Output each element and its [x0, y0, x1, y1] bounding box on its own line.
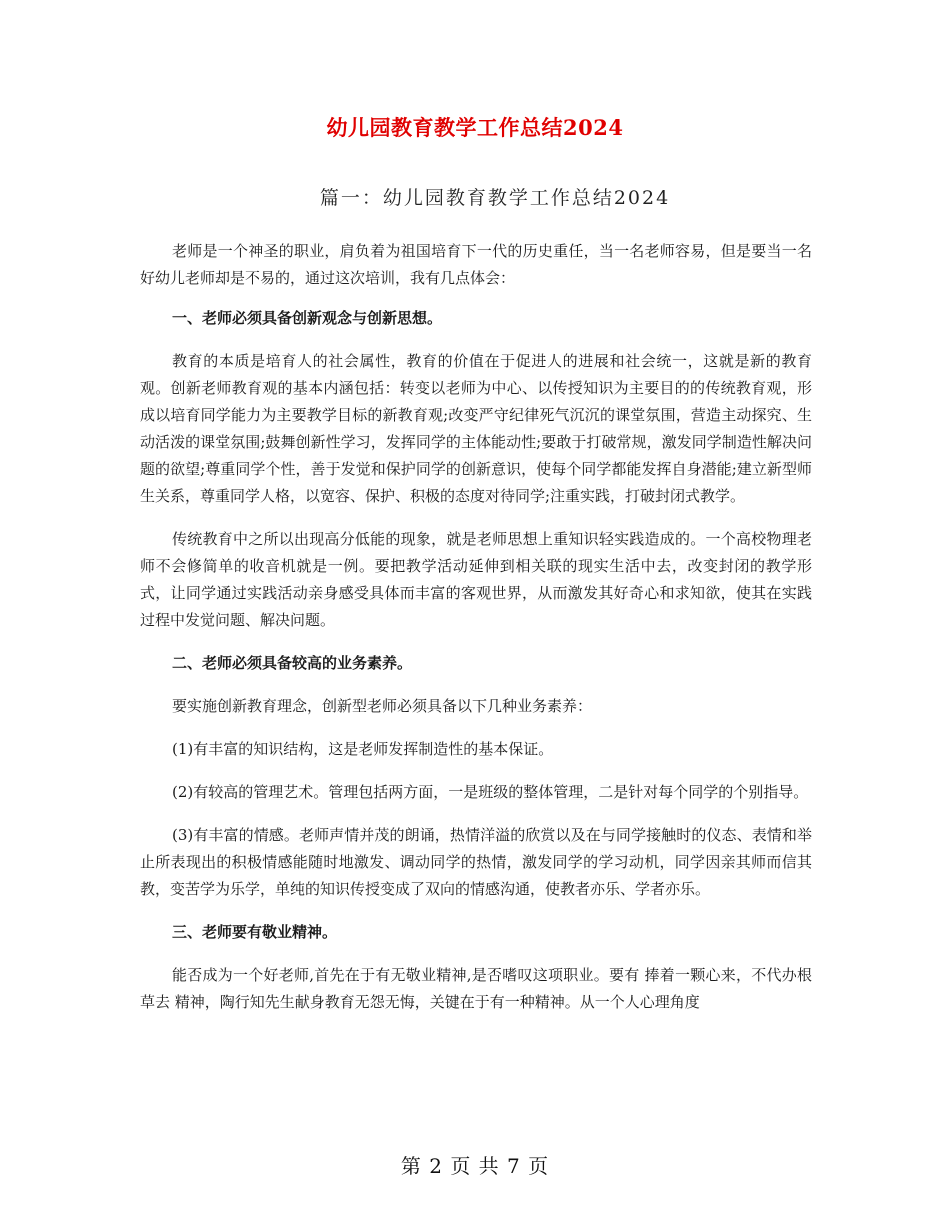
list-item: (3)有丰富的情感。老师声情并茂的朗诵，热情洋溢的欣赏以及在与同学接触时的仪态、表情和举止所表现出的积极情感能随时地激发、调动同学的热情，激发同学的学习动机，同学因亲其师而信其教，变苦学为乐学，单纯的知识传授变成了双向的情感沟通，使教者亦乐、学者亦乐。: [140, 826, 812, 898]
document-subtitle: 篇一：幼儿园教育教学工作总结2024: [319, 187, 671, 209]
list-item: (1)有丰富的知识结构，这是老师发挥制造性的基本保证。: [172, 740, 554, 758]
section-heading-2: 二、老师必须具备较高的业务素养。: [172, 654, 413, 672]
paragraph: 教育的本质是培育人的社会属性，教育的价值在于促进人的进展和社会统一，这就是新的教育观。创新老师教育观的基本内涵包括：转变以老师为中心、以传授知识为主要目的的传统教育观，形成以培育同学能力为主要教学目标的新教育观;改变严守纪律死气沉沉的课堂氛围，营造主动探究、生动活泼的课堂氛围;鼓舞创新性学习，发挥同学的主体能动性;要敢于打破常规，激发同学制造性解决问题的欲望;尊重同学个性，善于发觉和保护同学的创新意识，使每个同学都能发挥自身潜能;建立新型师生关系，尊重同学人格，以宽容、保护、积极的态度对待同学;注重实践，打破封闭式教学。: [140, 352, 812, 505]
section-heading-1: 一、老师必须具备创新观念与创新思想。: [172, 309, 443, 327]
paragraph: 要实施创新教育理念，创新型老师必须具备以下几种业务素养：: [172, 697, 593, 715]
paragraph-intro: 老师是一个神圣的职业，肩负着为祖国培育下一代的历史重任，当一名老师容易，但是要当一名好幼儿老师却是不易的，通过这次培训，我有几点体会：: [140, 242, 812, 287]
document-body: [140, 238, 812, 1032]
page-number-footer: 第 2 页 共 7 页: [400, 1154, 550, 1178]
paragraph: 能否成为一个好老师,首先在于有无敬业精神,是否嗜叹这项职业。要有 捧着一颗心来，不代办根草去 精神，陶行知先生献身教育无怨无悔，关键在于有一种精神。从一个人心理角度: [140, 966, 812, 1011]
list-item: (2)有较高的管理艺术。管理包括两方面，一是班级的整体管理，二是针对每个同学的个别指导。: [172, 783, 809, 801]
document-title: 幼儿园教育教学工作总结2024: [326, 115, 624, 140]
paragraph: 传统教育中之所以出现高分低能的现象，就是老师思想上重知识轻实践造成的。一个高校物理老师不会修简单的收音机就是一例。要把教学活动延伸到相关联的现实生活中去，改变封闭的教学形式，让同学通过实践活动亲身感受具体而丰富的客观世界，从而激发其好奇心和求知欲，使其在实践过程中发觉问题、解决问题。: [140, 530, 812, 629]
section-heading-3: 三、老师要有敬业精神。: [172, 923, 338, 941]
